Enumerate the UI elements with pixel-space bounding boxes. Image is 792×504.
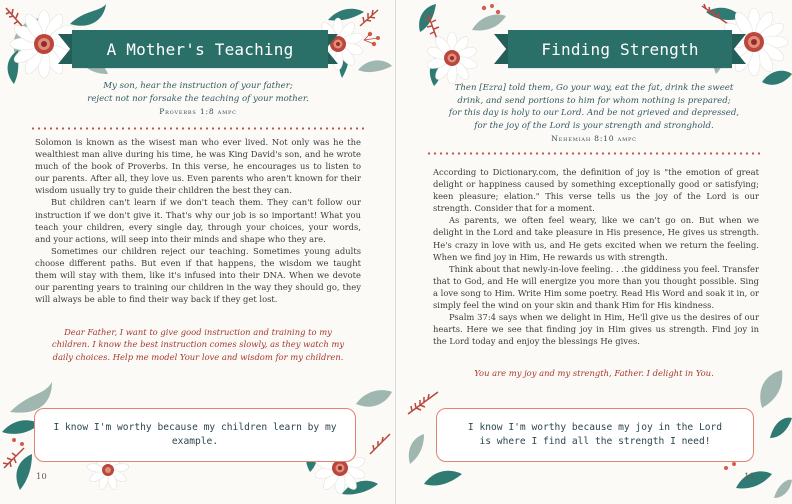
body-paragraph: Think about that newly-in-love feeling. . .the giddiness you feel. Transfer that to God, and He will energize you more than you thought possible. Sing a love song to Him. Write Him some poetry. Read His Word and soak it in, or simply feel the wind on your skin and thank Him for His kindness. [433, 263, 759, 311]
body-paragraph: As parents, we often feel weary, like we can't go on. But when we delight in the Lord and take pleasure in His presence, He gives us strength. He's crazy in love with us, and He gets excited when we return the feeling. When we find joy in Him, He rewards us with strength. [433, 215, 759, 262]
dotted-divider [30, 127, 364, 130]
verse-line: drink, and send portions to him for whom nothing is prepared; [457, 95, 731, 106]
affirmation-box [34, 408, 356, 462]
prayer-line: Dear Father, I want to give good instruction and training to my [64, 327, 332, 337]
verse-line: My son, hear the instruction of your father; [103, 81, 293, 91]
body-paragraph: Solomon is known as the wisest man who ever lived. Not only was he the wealthiest man alive during his time, he was King David's son, and he wrote much of the book of Proverbs. In this verse, he encourages us to listen to our parents. After all, they love us. Even parents who aren't known for their wisdom usually try to guide their children the best they can. [35, 137, 361, 196]
body-paragraph: Sometimes our children reject our teaching. Sometimes young adults choose different paths. But even if that happens, the wisdom we taught them will stay with them, like it's infused into their DNA. When we devote our parenting years to training our children in the way they should go, they will always be able to find their way back if they get lost. [35, 245, 361, 305]
prayer-line: You are my joy and my strength, Father. I delight in You. [474, 368, 714, 378]
affirmation-line: I know I'm worthy because my joy in the Lord [467, 422, 723, 433]
devotional-body [35, 136, 361, 305]
page-number: 11 [744, 472, 755, 482]
verse-line: for this day is holy to our Lord. And be not grieved and depressed, [448, 108, 740, 118]
page-title: A Mother's Teaching [72, 30, 328, 68]
prayer-text [436, 367, 752, 379]
prayer-line: daily choices. Help me model Your love and wisdom for my children. [52, 351, 344, 362]
verse-reference: Proverbs 1:8 ampc [159, 107, 237, 116]
body-paragraph: According to Dictionary.com, the definition of joy is "the emotion of great delight or happiness caused by something exceptionally good or satisfying; keen pleasure; elation." This verse tells us the joy of the Lord is our strength. Consider that for a moment. [433, 167, 759, 214]
page-title: Finding Strength [508, 30, 732, 68]
body-paragraph: Psalm 37:4 says when we delight in Him, He'll give us the desires of our hearts. Here we see that finding joy in Him gives us strength. Find joy in the Lord today and enjoy the blessings He gives. [433, 312, 759, 347]
affirmation-line: is where I find all the strength I need! [479, 436, 711, 447]
right-page [396, 0, 792, 504]
scripture-verse [426, 82, 762, 146]
prayer-text [40, 326, 356, 363]
verse-line: Then [Ezra] told them, Go your way, eat the fat, drink the sweet [454, 83, 734, 93]
verse-line: reject not nor forsake the teaching of your mother. [87, 93, 309, 104]
affirmation-text [468, 421, 722, 449]
verse-line: for the joy of the Lord is your strength and stronghold. [474, 120, 714, 131]
prayer-line: children. I know the best instruction comes slowly, as they watch my [51, 339, 345, 350]
scripture-verse [40, 80, 356, 119]
verse-reference: Nehemiah 8:10 ampc [551, 134, 637, 143]
devotional-body [433, 166, 759, 347]
body-paragraph: But children can't learn if we don't teach them. They can't follow our instruction if we don't give it. That's why our job is so important! What you teach your children, every single day, through your choices, your words, and your actions, will seep into their minds and shape who they are. [35, 197, 361, 244]
page-number: 10 [36, 472, 47, 482]
affirmation-box [436, 408, 754, 462]
dotted-divider [426, 152, 762, 155]
affirmation-text: I know I'm worthy because my children learn by my example. [53, 422, 337, 447]
